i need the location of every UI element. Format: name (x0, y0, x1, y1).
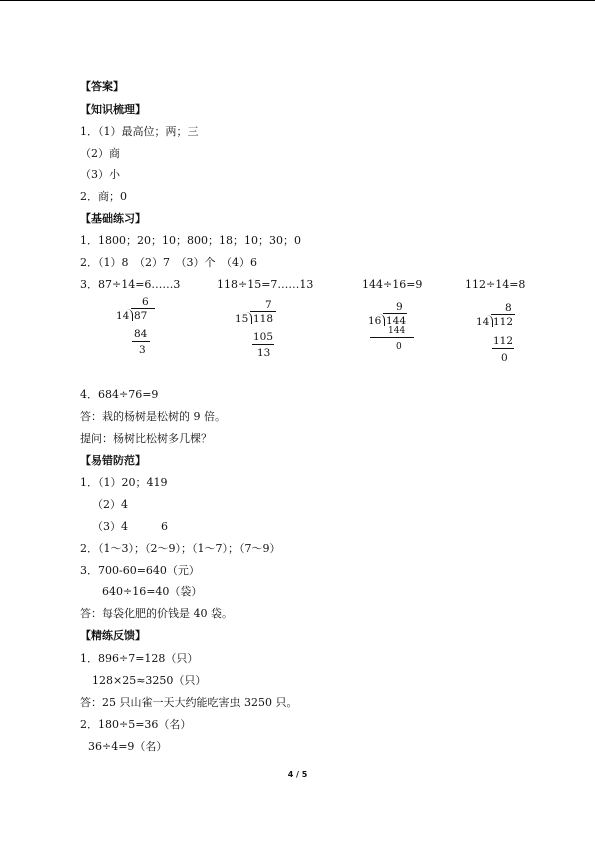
product: 112 (493, 335, 514, 347)
text-line: 2．商；0 (80, 190, 127, 203)
section-heading-error-prevention: 【易错防范】 (80, 454, 146, 467)
page-top-border (0, 0, 595, 1)
text-line: （3）4 6 (92, 520, 168, 533)
division-equation: 3．87÷14=6……3 (80, 278, 181, 291)
product: 144 (388, 326, 406, 336)
divisor: 16 (368, 315, 382, 327)
dividend: 87 (134, 310, 148, 322)
text-line: 4．684÷76=9 (80, 388, 159, 401)
divisor: 14 (116, 310, 130, 322)
text-line: （2）4 (92, 498, 128, 511)
remainder: 0 (501, 352, 508, 364)
remainder: 0 (396, 342, 402, 352)
text-line: 128×25≈3250（只） (92, 674, 207, 687)
division-equation: 112÷14=8 (465, 278, 526, 291)
section-heading-refined-feedback: 【精练反馈】 (80, 629, 146, 642)
page-number: 4 / 5 (287, 770, 308, 779)
quotient: 6 (142, 296, 149, 308)
long-division (233, 296, 323, 366)
text-line: 提问：杨树比松树多几棵？ (80, 432, 212, 445)
dividend: 112 (493, 316, 514, 328)
text-line: 2．（1）8 （2）7 （3）个 （4）6 (80, 256, 257, 269)
section-heading-basic-practice: 【基础练习】 (80, 212, 146, 225)
text-line: 答：25 只山雀一天大约能吃害虫 3250 只。 (80, 696, 298, 709)
text-line: 3．700-60=640（元） (80, 564, 200, 577)
quotient: 7 (265, 299, 272, 311)
text-line: 2．（1～3）；（2～9）；（1～7）；（7～9） (80, 542, 281, 555)
text-line: 640÷16=40（袋） (102, 585, 203, 598)
text-line: （2）商 (80, 147, 120, 160)
text-line: 36÷4=9（名） (88, 740, 168, 753)
product: 84 (134, 328, 148, 340)
text-line: 答：每袋化肥的价钱是 40 袋。 (80, 607, 233, 620)
remainder: 13 (257, 347, 271, 359)
text-line: （3）小 (80, 168, 120, 181)
divisor: 15 (235, 313, 249, 325)
quotient: 9 (396, 301, 403, 313)
text-line: 1．（1）最高位；两；三 (80, 125, 199, 138)
text-line: 2．180÷5=36（名） (80, 718, 192, 731)
quotient: 8 (505, 302, 512, 314)
division-equation: 144÷16=9 (362, 278, 423, 291)
text-line: 1．896÷7=128（只） (80, 652, 199, 665)
text-line: 1．1800；20；10；800；18；10；30；0 (80, 234, 301, 247)
long-division (476, 296, 566, 366)
division-equation: 118÷15=7……13 (217, 278, 314, 291)
text-line: 1．（1）20；419 (80, 476, 168, 489)
section-heading-knowledge: 【知识梳理】 (80, 103, 146, 116)
dividend: 144 (386, 315, 407, 327)
product: 105 (253, 331, 274, 343)
long-division (112, 296, 202, 366)
remainder: 3 (139, 344, 146, 356)
text-line: 答：栽的杨树是松树的 9 倍。 (80, 410, 226, 423)
long-division (366, 296, 456, 366)
answer-heading: 【答案】 (80, 80, 124, 93)
divisor: 14 (476, 316, 490, 328)
dividend: 118 (253, 313, 274, 325)
